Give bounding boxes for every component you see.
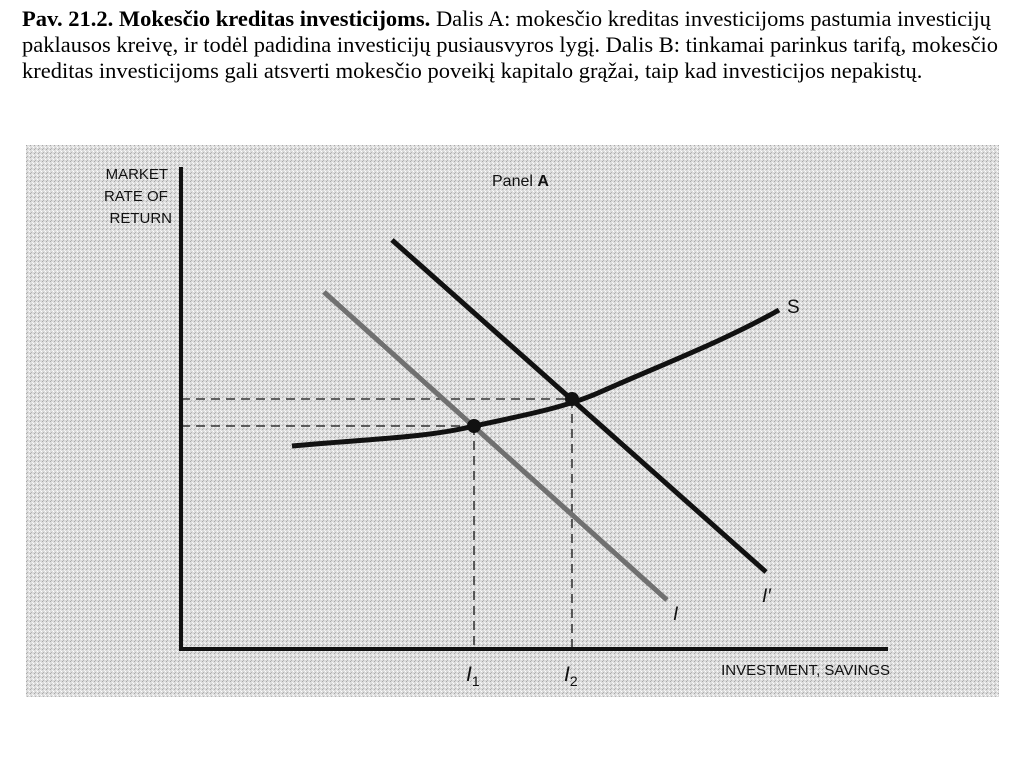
tick-i2-sub: 2 [569,673,578,689]
equilibrium-point-2 [565,392,579,406]
y-axis-label-line-1: MARKET [105,166,168,183]
supply-curve-label: S [787,297,800,318]
panel-a-diagram [26,145,999,697]
demand-curve-i-prime-label: I′ [762,586,771,607]
caption-body: Dalis A: mokesčio kreditas investicijoms pastumia investicijų paklausos kreivę, ir todėl padidina investicijų pusiausvyros lygį. Dalis B: tinkamai parinkus tarifą, mokesčio kreditas investicijoms gali atsverti mokesčio poveikį kapitalo grąžai, taip kad investicijos nepakistų. [22,6,999,83]
tick-i1-sub: 1 [471,673,480,689]
tick-i2-main: I [564,663,570,686]
equilibrium-point-1 [467,419,481,433]
demand-curve-i-label: I [673,604,679,625]
caption-title: Pav. 21.2. Mokesčio kreditas investicijoms. [22,6,431,31]
diagram-background [26,145,999,697]
panel-title-prefix: Panel [492,173,538,190]
x-axis-label: INVESTMENT, SAVINGS [721,662,890,679]
y-axis-label-line-3: RETURN [109,210,172,227]
figure-caption [22,6,1007,84]
panel-title-letter: A [537,173,549,190]
panel-a-figure [26,145,999,697]
y-axis-label [104,166,172,227]
panel-title [492,173,549,190]
tick-i1-main: I [466,663,472,686]
y-axis-label-line-2: RATE OF [103,188,168,205]
